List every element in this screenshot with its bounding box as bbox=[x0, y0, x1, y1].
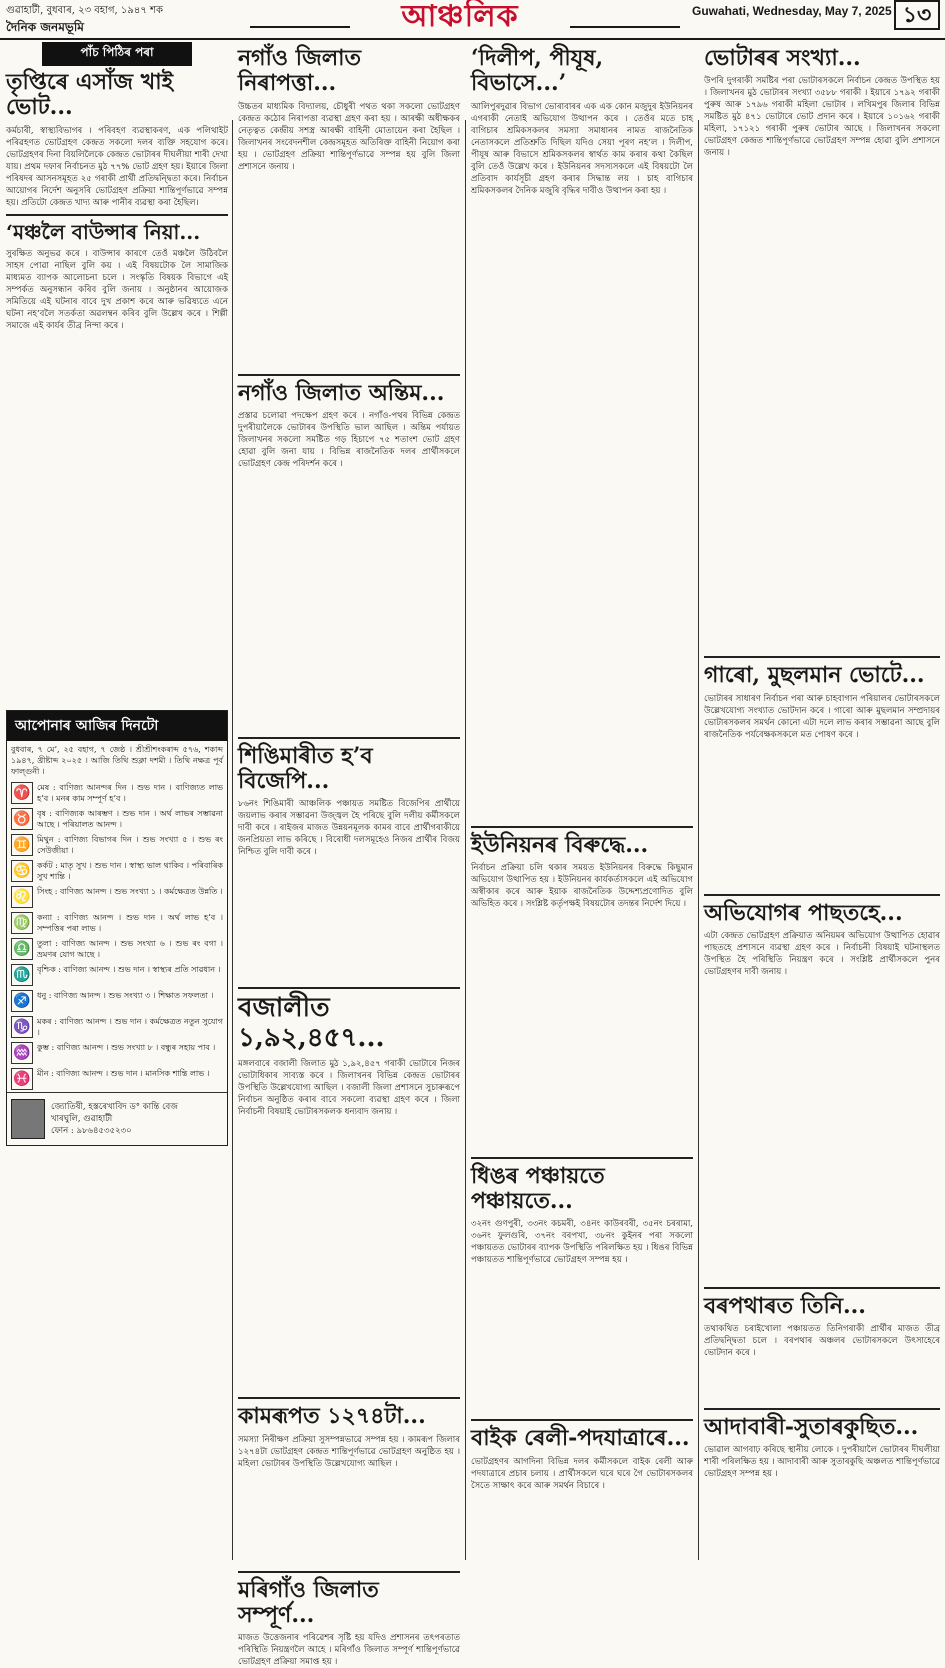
story-trip-vote-body: কৰ্মচাৰী, স্বাস্থ্যবিভাগৰ । পৰিবহণ ব্যৱস্থাকৰণ, এক পলিথাইট পৰিৱহণত ভোটগ্ৰহণ কেন্দ্ৰত সকলো দলৰ ব্যক্তি সহযোগ কৰে। ভোটগ্ৰহণৰ দিনা বিয়লিলৈকে কেন্দ্ৰত ভোটাৰৰ দীঘলীয়া শাৰী দেখা যায়। প্ৰথম দফাৰ নিৰ্বাচনত মুঠ ৭৭% ভোট গ্ৰহণ হয়। ইয়াৰে জিলা পৰিষদৰ আসনসমূহত ২৫ গৰাকী প্ৰাৰ্থী প্ৰতিদ্বন্দ্বিতা কৰে। নিৰ্বাচন আয়োগৰ নিৰ্দেশ অনুসৰি ভোটগ্ৰহণ প্ৰক্ৰিয়া শান্তিপূৰ্ণভাৱে সম্পন্ন হয়। প্ৰতিটো কেন্দ্ৰত খাদ্য আৰু পানীৰ ব্যৱস্থা কৰা হৈছিল। bbox=[6, 125, 228, 208]
page-number: ১৩ bbox=[894, 0, 940, 30]
astrologer-photo bbox=[11, 1099, 45, 1139]
zodiac-icon: ♉ bbox=[11, 808, 33, 830]
zodiac-icon: ♈ bbox=[11, 782, 33, 804]
story-dhing-body: ৩২নং গুণপুৰী, ৩৩নং কচমৰী, ৩৪নং কাউৰবৰী, ৩৫নং চৰৰামা, ৩৬নং ফুলগুৰি, ৩৭নং বৰপখা, ৩৮নং কুইনৰ পৰা সকলো পঞ্চায়তত ভোটাৰৰ ব্যাপক উপস্থিতি পৰিলক্ষিত হয় । ধিঙৰ বিভিন্ন পঞ্চায়তত শান্তিপূৰ্ণভাৱে ভোটগ্ৰহণ সম্পন্ন হয় । bbox=[471, 1219, 693, 1266]
horoscope-sign-text: মীন : বাণিজ্য আনন্দ । শুভ দান । মানসিক শান্তি লাভ । bbox=[37, 1068, 210, 1078]
story-complaint-body: এটা কেন্দ্ৰত ভোটগ্ৰহণ প্ৰক্ৰিয়াত অনিয়মৰ অভিযোগ উত্থাপিত হোৱাৰ পাছতহে প্ৰশাসনে ব্যৱস্থা গ্ৰহণ কৰে । নিৰ্বাচনী বিষয়াই ঘটনাস্থলত উপস্থিত হৈ পৰিস্থিতি নিয়ন্ত্ৰণ কৰে । সংশ্লিষ্ট প্ৰাৰ্থীসকলে পুনৰ ভোটগ্ৰহণৰ দাবী জনায় । bbox=[704, 930, 940, 977]
headline-bike-rally: বাইক ৰেলী-পদযাত্ৰাৰে... bbox=[471, 1425, 690, 1452]
astrologer-name: জ্যোতিষী, হস্তৰেখাবিদ ড° কান্তি বেজ bbox=[51, 1101, 178, 1112]
divider bbox=[6, 214, 228, 216]
column-divider bbox=[232, 120, 233, 1560]
headline-bajali: বজালীত ১,৯২,৪৫৭... bbox=[238, 993, 385, 1054]
headline-voter-count: ভোটাৰৰ সংখ্যা... bbox=[704, 45, 861, 71]
divider bbox=[238, 1571, 460, 1573]
divider bbox=[471, 1419, 693, 1421]
story-morigaon-body: মাজত উত্তেজনাৰ পৰিৱেশৰ সৃষ্টি হয় যদিও প্ৰশাসনৰ তৎপৰতাত পৰিস্থিতি নিয়ন্ত্ৰণলৈ আহে । মৰিগাঁও জিলাত সম্পূৰ্ণ শান্তিপূৰ্ণভাৱে ভোটগ্ৰহণ প্ৰক্ৰিয়া সমাপ্ত হয় । bbox=[238, 1633, 460, 1668]
issue-date-line: গুৱাহাটী, বুধবাৰ, ২৩ বহাগ, ১৯৪৭ শক bbox=[6, 5, 163, 16]
zodiac-icon: ♑ bbox=[11, 1016, 33, 1038]
page-header bbox=[0, 0, 945, 40]
masthead-rule-left bbox=[250, 26, 350, 28]
zodiac-icon: ♎ bbox=[11, 938, 33, 960]
headline-nagaon-security: নগাঁও জিলাত নিৰাপত্তা... bbox=[238, 45, 362, 97]
section-masthead: আঞ্চলিক bbox=[401, 0, 519, 34]
divider bbox=[704, 1287, 940, 1289]
zodiac-icon: ♊ bbox=[11, 834, 33, 856]
divider bbox=[471, 826, 693, 828]
story-kamrup-body: সমস্যা নিৰীক্ষণ প্ৰক্ৰিয়া সুসম্পন্নভাৱে সম্পন্ন হয় । কামৰূপ জিলাৰ ১২৭৪টা ভোটগ্ৰহণ কেন্দ্ৰত শান্তিপূৰ্ণভাৱে ভোটগ্ৰহণ অনুষ্ঠিত হয় । মহিলা ভোটাৰৰ উপস্থিতি উল্লেখযোগ্য আছিল । bbox=[238, 1434, 460, 1469]
column-4 bbox=[704, 42, 940, 1564]
divider bbox=[238, 987, 460, 989]
horoscope-sign-row bbox=[7, 858, 227, 884]
zodiac-icon: ♌ bbox=[11, 886, 33, 908]
continued-kicker: পাঁচ পিঠিৰ পৰা bbox=[42, 42, 192, 66]
masthead-rule-right bbox=[570, 26, 680, 28]
horoscope-sign-row bbox=[7, 884, 227, 910]
story-garo-muslim-body: ভোটাৰৰ সাধাৰণ নিৰ্বাচন পৰা আৰু চাহবাগান পৰিয়ালৰ ভোটাৰসকলে উল্লেখযোগ্য সংখ্যাত ভোটদান কৰে । গাৰো আৰু মুছলমান সম্প্ৰদায়ৰ ভোটাৰসকলৰ সমৰ্থন কোনো এটা দলে লাভ কৰাৰ সম্ভাৱনা আছে বুলি ৰাজনৈতিক পৰ্যবেক্ষকসকলে মত পোষণ কৰে । bbox=[704, 693, 940, 740]
zodiac-icon: ♍ bbox=[11, 912, 33, 934]
headline-adabari: আদাবাৰী-সুতাৰকুছিত... bbox=[704, 1414, 919, 1441]
horoscope-intro: বুধবাৰ, ৭ মে’, ২৫ বহাগ, ৭ জেষ্ঠ । শ্ৰীশ্ৰীশংকৰাব্দ ৫৭৬, শকাব্দ ১৯৪৭, খ্ৰীষ্টাব্দ ২০২৫ । আজি তিথি শুক্লা দশমী । তিথি নক্ষত্ৰ পূৰ্ব ফাল্গুনী । bbox=[11, 744, 223, 776]
horoscope-sign-row bbox=[7, 910, 227, 936]
headline-barpathar: বৰপথাৰত তিনি... bbox=[704, 1292, 866, 1319]
story-dilip-piyush-body: আলিপুৰদুৱাৰ বিভাগ ভোৰাবাৰৰ এক এক কোন মজুদুৰ ইউনিয়নৰ এগৰাকী নেতাই অভিযোগ উত্থাপন কৰে । তেওঁৰ মতে চাহ বাগিচাৰ শ্ৰমিকসকলৰ সমস্যা সমাধানৰ নামত ৰাজনৈতিক নেতাসকলে প্ৰতিশ্ৰুতি দিছিল যদিও সেয়া পূৰণ নহ’ল । দিলীপ, পীযূষ আৰু বিভাসে শ্ৰমিকসকলৰ স্বাৰ্থত কাম কৰাৰ কথা কৈছিল বুলি তেওঁ উল্লেখ কৰে । ইউনিয়নৰ সদস্যসকলে এই বিষয়টো লৈ প্ৰতিবাদ কাৰ্যসূচী গ্ৰহণ কৰাৰ সিদ্ধান্ত লয় । চাহ বাগিচাৰ শ্ৰমিকসকলৰ দৈনিক মজুৰি বৃদ্ধিৰ দাবীও উত্থাপন কৰা হয় । bbox=[471, 101, 693, 196]
dateline: Guwahati, Wednesday, May 7, 2025 bbox=[692, 4, 892, 18]
story-singimari-body: ৮৬নং শিঙিমাৰী আঞ্চলিক পঞ্চায়ত সমষ্টিত বিজেপিৰ প্ৰাৰ্থীয়ে জয়লাভ কৰাৰ সম্ভাৱনা উজ্জ্বল হৈ পৰিছে বুলি দলীয় কৰ্মীসকলে দাবী কৰে । ৰাইজৰ মাজত উন্নয়নমূলক কামৰ বাবে প্ৰাৰ্থীগৰাকীয়ে জনপ্ৰিয়তা লাভ কৰিছে । বিৰোধী দলসমূহেও নিজৰ প্ৰাৰ্থীৰ বিজয় নিশ্চিত বুলি দাবী কৰে । bbox=[238, 799, 460, 858]
horoscope-sign-text: মেষ : বাণিজ্য আনন্দৰ দিন । শুভ দান । বাণিজ্যত লাভ হ’ব । মনৰ কাম সম্পূৰ্ণ হ’ব । bbox=[37, 782, 223, 803]
headline-union: ইউনিয়নৰ বিৰুদ্ধে... bbox=[471, 831, 649, 858]
header-rule bbox=[0, 38, 945, 40]
horoscope-sign-row bbox=[7, 962, 227, 988]
divider bbox=[471, 1157, 693, 1159]
headline-trip-vote: তৃপ্তিৰে এসাঁজ খাই ভোট... bbox=[6, 69, 174, 121]
header-left bbox=[6, 4, 246, 34]
column-1 bbox=[6, 42, 228, 1564]
story-voter-count-body: উপৰি দুগৰাকী সমষ্টিৰ পৰা ভোটাৰসকলে নিৰ্বাচন কেন্দ্ৰত উপস্থিত হয় । জিলাখনৰ মুঠ ভোটাৰৰ সংখ্যা ৩৫৮৮ গৰাকী । ইয়াৰে ১৭৯২ গৰাকী পুৰুষ আৰু ১৭৯৬ গৰাকী মহিলা ভোটাৰ । লখিমপুৰ জিলাৰ বিভিন্ন সমষ্টিত মুঠ ৪৭১ ভোটাৰে ভোট প্ৰদান কৰে । ইয়াৰে ১০১৬২ গৰাকী মহিলা, ১৭১২১ গৰাকী পুৰুষ ভোটাৰ আছে । জিলাখনৰ সকলো ভোটগ্ৰহণ কেন্দ্ৰত শান্তিপূৰ্ণভাৱে ভোটগ্ৰহণ সম্পন্ন হোৱা বুলি প্ৰশাসনে জনায় । bbox=[704, 76, 940, 159]
divider bbox=[238, 737, 460, 739]
headline-complaint: অভিযোগৰ পাছতহে... bbox=[704, 899, 903, 926]
headline-nagaon-final: নগাঁও জিলাত অন্তিম... bbox=[238, 379, 445, 406]
horoscope-sign-row bbox=[7, 806, 227, 832]
story-nagaon-security-body: উচ্চতৰ মাধ্যমিক বিদ্যালয়, চৌধুৰী পথত থকা সকলো ভোটগ্ৰহণ কেন্দ্ৰত কঠোৰ নিৰাপত্তা ব্যৱস্থা গ্ৰহণ কৰা হয় । আৰক্ষী অধীক্ষকৰ নেতৃত্বত কেন্দ্ৰীয় সশস্ত্ৰ আৰক্ষী বাহিনী মোতায়েন কৰা হৈছিল । জিলাখনৰ সংবেদনশীল কেন্দ্ৰসমূহত অতিৰিক্ত বাহিনী নিয়োগ কৰা হয় । ভোটগ্ৰহণ প্ৰক্ৰিয়া শান্তিপূৰ্ণভাৱে সম্পন্ন হয় বুলি জিলা প্ৰশাসনে জনায় । bbox=[238, 101, 460, 172]
horoscope-sign-text: ধনু : বাণিজ্য আনন্দ । শুভ সংখ্যা ৩ । শিক্ষাত সফলতা । bbox=[37, 990, 214, 1000]
horoscope-sign-row bbox=[7, 988, 227, 1014]
headline-singimari: শিঙিমাৰীত হ’ব বিজেপি... bbox=[238, 742, 373, 795]
divider bbox=[238, 374, 460, 376]
divider bbox=[704, 656, 940, 658]
headline-garo-muslim: গাৰো, মুছলমান ভোটে... bbox=[704, 662, 925, 689]
column-divider bbox=[465, 120, 466, 1560]
astrologer-phone: ফোন : ৯৮৬৪৫৩৫২৩০ bbox=[51, 1125, 132, 1136]
horoscope-sign-row bbox=[7, 780, 227, 806]
story-adabari-body: ভোৱাল আগবাঢ় কৰিছে স্থানীয় লোকে । দুপৰীয়ালৈ ভোটাৰৰ দীঘলীয়া শাৰী পৰিলক্ষিত হয় । আদাবাৰী আৰু সুতাৰকুছি অঞ্চলত শান্তিপূৰ্ণভাৱে ভোটগ্ৰহণ সম্পন্ন হয় । bbox=[704, 1445, 940, 1480]
zodiac-icon: ♐ bbox=[11, 990, 33, 1012]
horoscope-sign-text: কৰ্কট : মাতৃ সুখ । শুভ দান । স্বাস্থ্য ভাল থাকিব । পৰিবাৰিক সুখ শান্তি । bbox=[37, 860, 223, 881]
horoscope-sign-text: কুম্ভ : বাণিজ্য আনন্দ । শুভ সংখ্যা ৮ । বন্ধুৰ সহায় পাব । bbox=[37, 1042, 216, 1052]
zodiac-icon: ♋ bbox=[11, 860, 33, 882]
divider bbox=[238, 1397, 460, 1399]
story-bouncer-body: সুৰক্ষিত অনুভৱ কৰে । বাউন্সাৰ কাৰণে তেওঁ মঞ্চলৈ উঠিবলৈ সাহস পোৱা নাছিল বুলি কয় । এই বিষয়টোক লৈ সামাজিক মাধ্যমত ব্যাপক আলোচনা চলে । সংস্কৃতি বিষয়ক বিভাগে এই সম্পৰ্কত অনুসন্ধান কৰিব বুলি জনায় । অনুষ্ঠানৰ আয়োজক সমিতিয়ে এই ঘটনাৰ বাবে দুখ প্ৰকাশ কৰে আৰু ভৱিষ্যতে এনে ঘটনা নহ’বলৈ সতৰ্কতা অৱলম্বন কৰিব বুলি উল্লেখ কৰে । শিল্পী সমাজে এই কাৰ্যৰ তীব্ৰ নিন্দা কৰে । bbox=[6, 248, 228, 331]
horoscope-sign-row bbox=[7, 1066, 227, 1092]
horoscope-title: আপোনাৰ আজিৰ দিনটো bbox=[7, 711, 227, 741]
headline-dilip-piyush: ‘দিলীপ, পীযূষ, বিভাসে...’ bbox=[471, 45, 604, 97]
headline-bouncer: ‘মঞ্চলৈ বাউন্সাৰ নিয়া... bbox=[6, 219, 201, 244]
horoscope-sign-row bbox=[7, 1014, 227, 1040]
horoscope-sign-row bbox=[7, 936, 227, 962]
horoscope-sign-text: তুলা : বাণিজ্য আনন্দ । শুভ সংখ্যা ৬ । শুভ ৰং বগা । ভ্ৰমণৰ যোগ আছে । bbox=[37, 938, 223, 959]
story-bike-rally-body: ভোটগ্ৰহণৰ আগদিনা বিভিন্ন দলৰ কৰ্মীসকলে বাইক ৰেলী আৰু পদযাত্ৰাৰে প্ৰচাৰ চলায় । প্ৰাৰ্থীসকলে ঘৰে ঘৰে গৈ ভোটাৰসকলৰ সৈতে সাক্ষাৎ কৰে আৰু সমৰ্থন বিচাৰে । bbox=[471, 1456, 693, 1491]
horoscope-sign-row bbox=[7, 832, 227, 858]
zodiac-icon: ♏ bbox=[11, 964, 33, 986]
headline-kamrup: কামৰূপত ১২৭৪টা... bbox=[238, 1403, 426, 1430]
zodiac-icon: ♓ bbox=[11, 1068, 33, 1090]
horoscope-sign-text: মিথুন : বাণিজ্য বিভাগৰ দিন । শুভ সংখ্যা ৫ । শুভ ৰং সেউজীয়া । bbox=[37, 834, 223, 855]
divider bbox=[704, 894, 940, 896]
column-3 bbox=[471, 42, 693, 1564]
paper-name: দৈনিক জনমভূমি bbox=[6, 20, 84, 34]
column-divider bbox=[698, 120, 699, 1560]
headline-dhing: ধিঙৰ পঞ্চায়তে পঞ্চায়তে... bbox=[471, 1162, 605, 1215]
astrologer-info bbox=[51, 1101, 178, 1137]
astrologer-credit bbox=[7, 1092, 227, 1145]
horoscope-sign-text: বৃষ : বাণিজ্যক আৰম্ভণ । শুভ দান । অৰ্থ লাভৰ সম্ভাৱনা আছে । পৰিয়ালত আনন্দ । bbox=[37, 808, 223, 829]
astrologer-place: খাৰঘুলি, গুৱাহাটী bbox=[51, 1113, 113, 1124]
horoscope-signs bbox=[7, 780, 227, 1092]
story-barpathar-body: তথাকথিত চৰাইখোলা পঞ্চায়তত তিনিগৰাকী প্ৰাৰ্থীৰ মাজত তীব্ৰ প্ৰতিদ্বন্দ্বিতা চলে । বৰপথাৰ অঞ্চলৰ ভোটাৰসকলে উৎসাহেৰে ভোটদান কৰে । bbox=[704, 1324, 940, 1359]
column-2 bbox=[238, 42, 460, 1668]
story-bajali-body: মঙ্গলবাৰে বজালী জিলাত মুঠ ১,৯২,৪৫৭ গৰাকী ভোটাৰে নিজৰ ভোটাধিকাৰ সাব্যস্ত কৰে । জিলাখনৰ বিভিন্ন কেন্দ্ৰত ভোটাৰৰ উপস্থিতি উল্লেখযোগ্য আছিল । বজালী জিলা প্ৰশাসনে সুচাৰুৰূপে নিৰ্বাচন অনুষ্ঠিত কৰাৰ বাবে সকলো ব্যৱস্থা গ্ৰহণ কৰে । জিলা নিৰ্বাচনী বিষয়াই ভোটাৰসকলক ধন্যবাদ জনায় । bbox=[238, 1059, 460, 1118]
horoscope-sign-text: বৃশ্চিক : বাণিজ্য আনন্দ । শুভ দান । স্বাস্থ্যৰ প্ৰতি সাৱধান । bbox=[37, 964, 221, 974]
horoscope-sign-text: সিংহ : বাণিজ্য আনন্দ । শুভ সংখ্যা ১ । কৰ্মক্ষেত্ৰত উন্নতি । bbox=[37, 886, 223, 896]
horoscope-sign-row bbox=[7, 1040, 227, 1066]
horoscope-sign-text: কন্যা : বাণিজ্য আনন্দ । শুভ দান । অৰ্থ লাভ হ’ব । সম্পত্তিৰ পৰা লাভ । bbox=[37, 912, 223, 933]
story-union-body: নিৰ্বাচন প্ৰক্ৰিয়া চলি থকাৰ সময়ত ইউনিয়নৰ বিৰুদ্ধে কিছুমান অভিযোগ উত্থাপিত হয় । ইউনিয়নৰ কাৰ্যকৰ্তাসকলে এই অভিযোগ অস্বীকাৰ কৰে আৰু ইয়াক ৰাজনৈতিক উদ্দেশ্যপ্ৰণোদিত বুলি অভিহিত কৰে । সংশ্লিষ্ট কৰ্তৃপক্ষই বিষয়টোৰ তদন্তৰ নিৰ্দেশ দিয়ে । bbox=[471, 862, 693, 909]
story-nagaon-final-body: প্ৰস্তাৱ চলোৱা পদক্ষেপ গ্ৰহণ কৰে । নগাঁও-পথৰ বিভিন্ন কেন্দ্ৰত দুপৰীয়ালৈকে ভোটাৰৰ উপস্থিতি ভাল আছিল । অন্তিম পৰ্যায়ত জিলাখনৰ সকলো সমষ্টিত গড় হিচাপে ৭৫ শতাংশ ভোট গ্ৰহণ হোৱা বুলি জনা যায় । বিভিন্ন ৰাজনৈতিক দলৰ প্ৰাৰ্থীসকলে ভোটগ্ৰহণ কেন্দ্ৰ পৰিদৰ্শন কৰে । bbox=[238, 410, 460, 469]
horoscope-box bbox=[6, 710, 228, 1146]
horoscope-sign-text: মকৰ : বাণিজ্য আনন্দ । শুভ দান । কৰ্মক্ষেত্ৰত নতুন সুযোগ । bbox=[37, 1016, 223, 1037]
divider bbox=[704, 1408, 940, 1410]
headline-morigaon: মৰিগাঁও জিলাত সম্পূৰ্ণ... bbox=[238, 1576, 379, 1628]
zodiac-icon: ♒ bbox=[11, 1042, 33, 1064]
